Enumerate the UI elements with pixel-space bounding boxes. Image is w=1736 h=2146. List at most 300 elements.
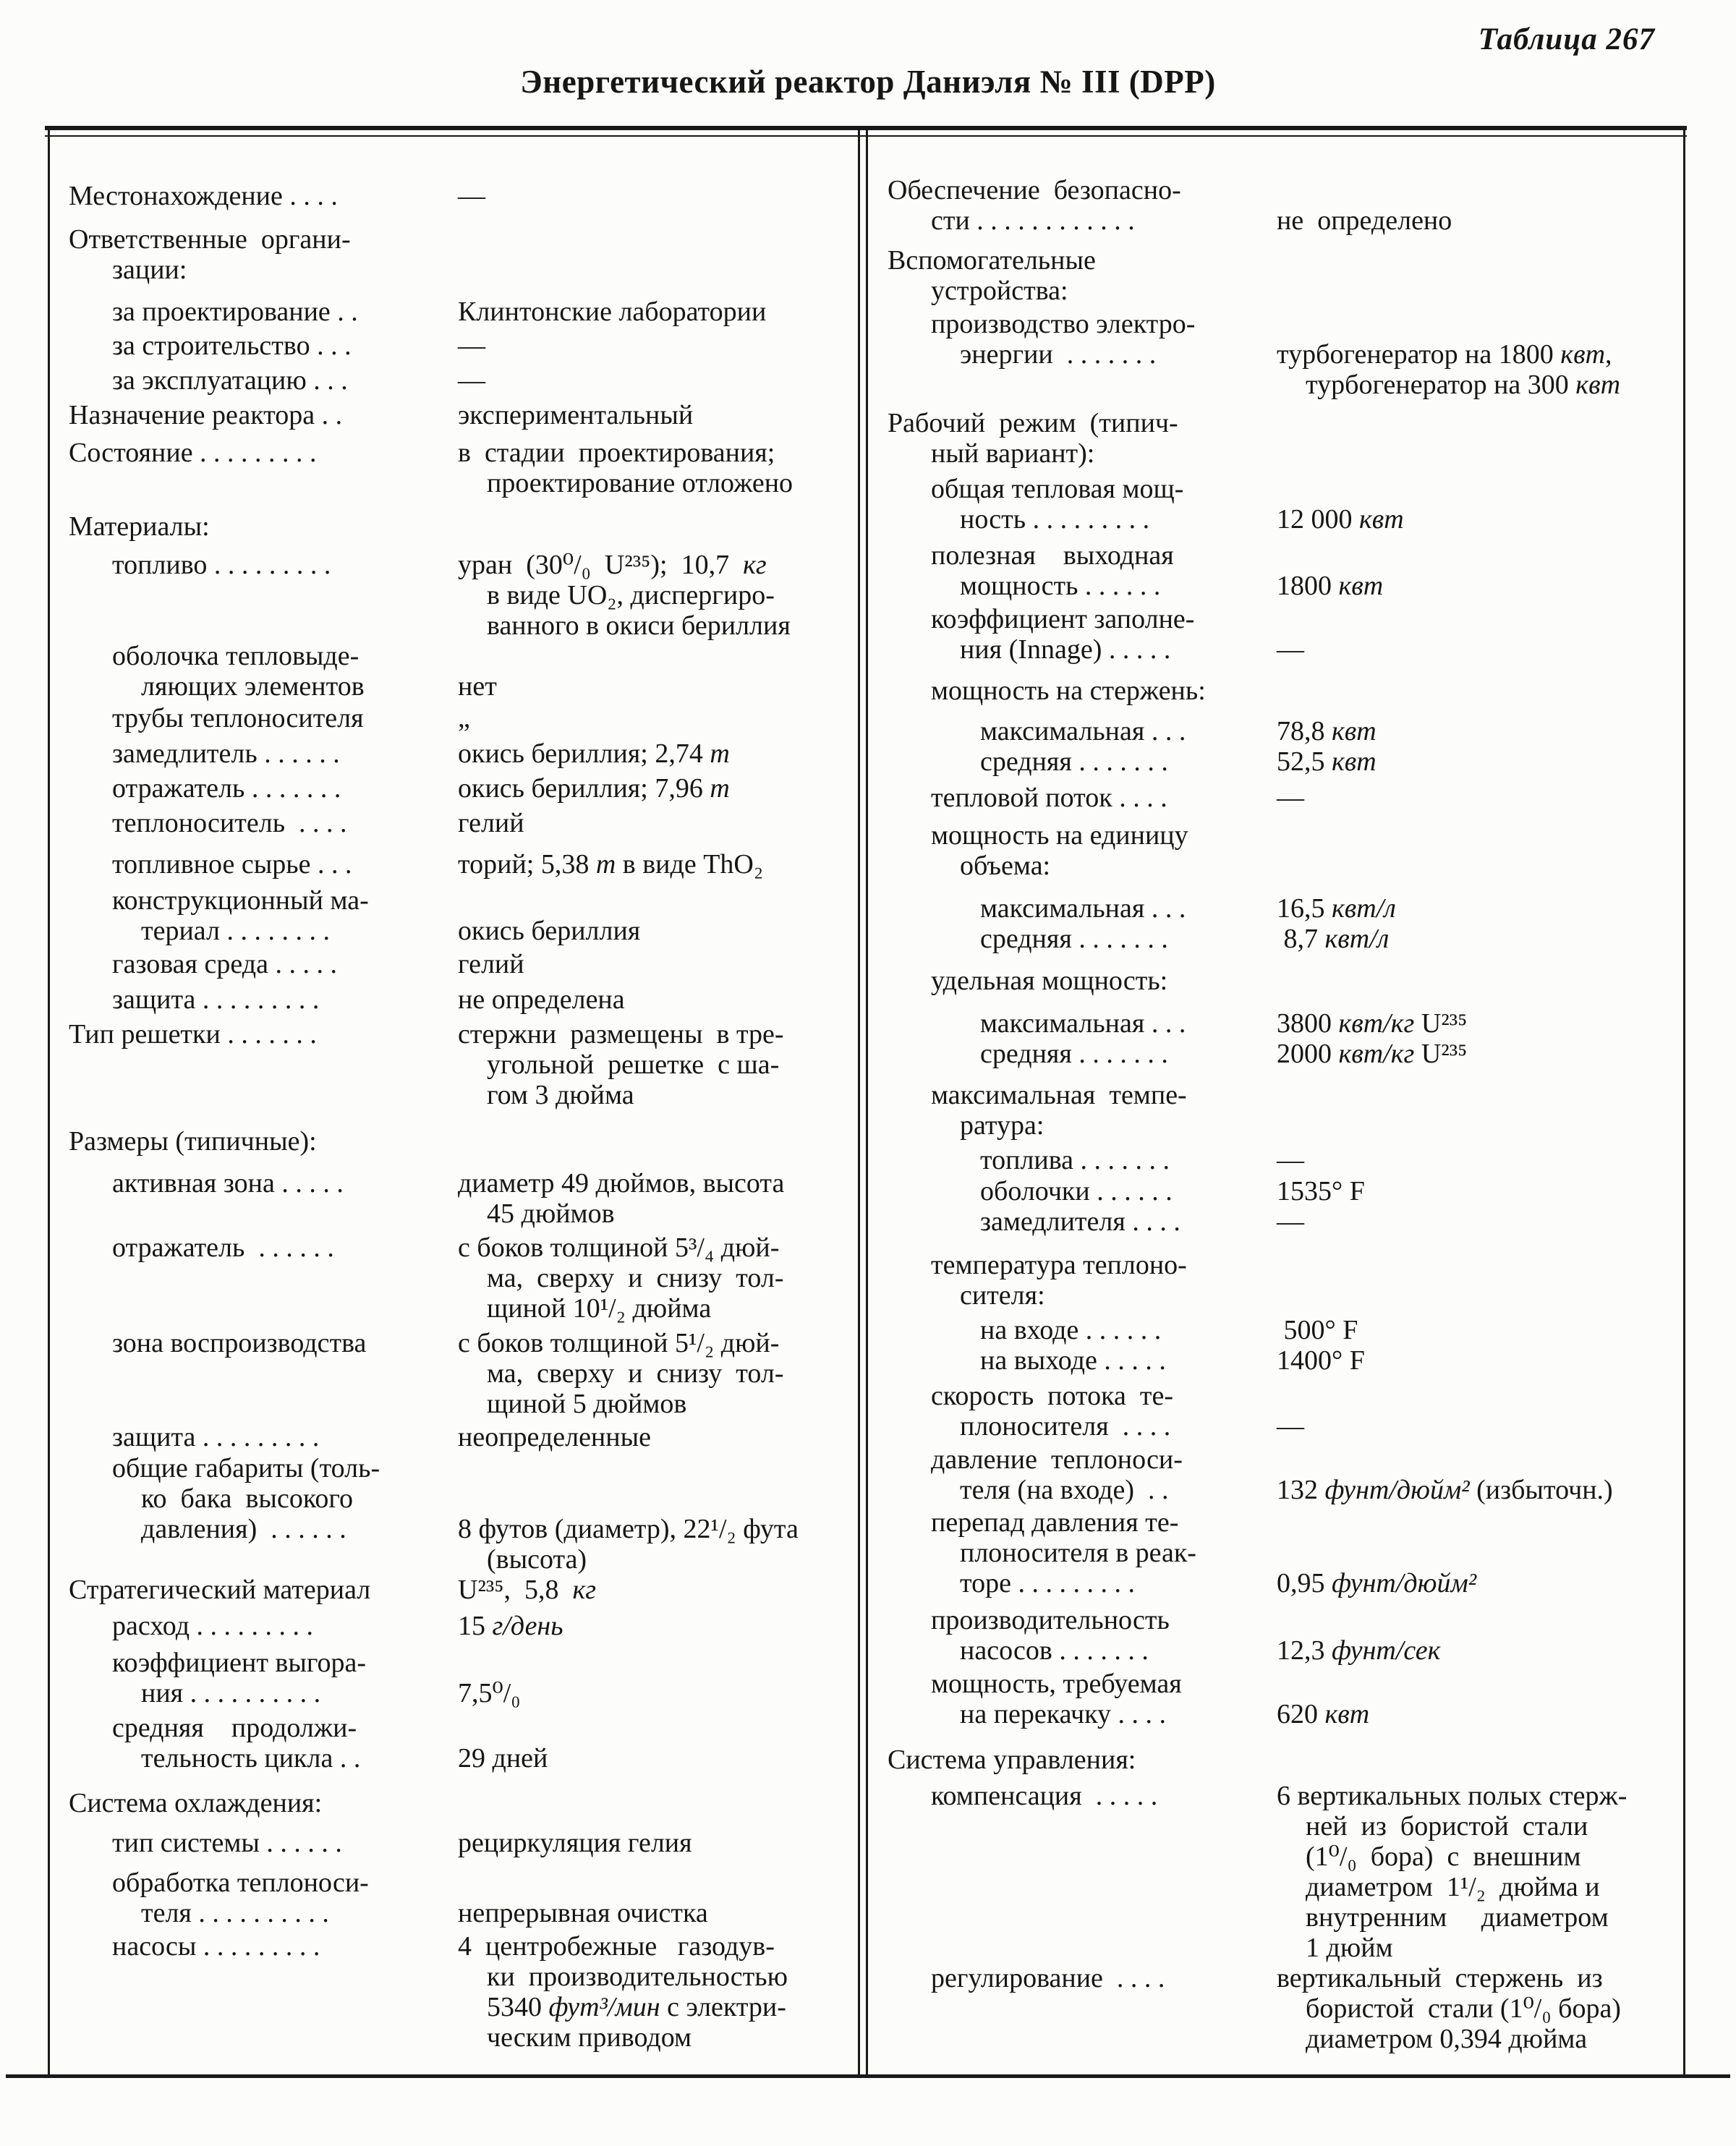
table-row [888, 1669, 1675, 1729]
row-value [458, 331, 844, 361]
table-border-bottom [6, 2074, 1730, 2078]
row-label-line: газовая среда . . . . . [112, 949, 337, 979]
table-row [69, 1453, 844, 1575]
row-value-line: гом 3 дюйма [487, 1080, 634, 1110]
table-row [69, 1788, 844, 1818]
table-border-right [1683, 126, 1685, 2076]
table-row [888, 716, 1675, 746]
table-row [69, 849, 844, 880]
row-label [888, 924, 1277, 954]
row-value [458, 1575, 844, 1605]
row-value-line: 1800 квт [1277, 571, 1384, 601]
row-label-line: теля . . . . . . . . . . [141, 1898, 329, 1928]
table-row [69, 885, 844, 946]
table-row [888, 820, 1675, 881]
table-row [69, 808, 844, 838]
row-label [888, 245, 1277, 306]
table-row [888, 309, 1675, 400]
row-label-line: за строительство . . . [112, 331, 352, 361]
table-row [888, 1781, 1675, 1963]
row-label [888, 1080, 1277, 1141]
row-label-line: коэффициент выгора- [112, 1648, 367, 1678]
row-value-line: окись бериллия; 7,96 т [458, 773, 730, 804]
row-value-line: — [458, 365, 485, 396]
row-label-line: ния (Innage) . . . . . [960, 634, 1171, 665]
row-label-line: давление теплоноси- [931, 1444, 1183, 1475]
row-label [69, 181, 458, 211]
table-row [888, 245, 1675, 306]
table-row [69, 1611, 844, 1641]
row-label-line: замедлитель . . . . . . [112, 738, 340, 769]
table-row [69, 1126, 844, 1157]
row-value-line: 4 центробежные газодув- [458, 1931, 775, 1962]
row-value-line: нет [458, 671, 497, 702]
row-label-line: Местонахождение . . . . [69, 181, 338, 211]
table-row [69, 1713, 844, 1774]
row-label-line: максимальная . . . [980, 716, 1186, 746]
table-row [888, 1444, 1675, 1505]
row-label [69, 438, 458, 468]
row-value [458, 849, 844, 880]
row-value [1277, 1345, 1675, 1376]
row-label-line: средняя . . . . . . . [980, 924, 1168, 954]
row-value-line: угольной решетке с ша- [487, 1049, 780, 1080]
page-title: Энергетический реактор Даниэля № III (DPP) [520, 64, 1216, 100]
row-value [1277, 1315, 1675, 1345]
row-value-line: ванного в окиси бериллия [487, 610, 791, 641]
row-label-line: коэффициент заполне- [931, 604, 1195, 634]
row-label [888, 1145, 1277, 1175]
row-label [69, 949, 458, 979]
row-label [888, 474, 1277, 535]
table-row [69, 365, 844, 396]
row-label [69, 511, 458, 542]
row-label-line: мощность, требуемая [931, 1669, 1182, 1699]
row-value-line: экспериментальный [458, 400, 694, 430]
row-label-line: производительность [931, 1605, 1170, 1635]
row-label [69, 1422, 458, 1452]
row-value [1277, 1008, 1675, 1039]
row-label-line: Материалы: [69, 511, 210, 542]
row-label [888, 1963, 1277, 1993]
row-label-line: Вспомогательные [888, 245, 1096, 276]
row-value-line: 5340 фут³/мин с электри- [487, 1992, 786, 2022]
row-value [458, 1868, 844, 1928]
row-label-line: средняя . . . . . . . [980, 1039, 1168, 1069]
row-label [888, 309, 1277, 370]
row-value-line: 52,5 квт [1277, 746, 1377, 777]
row-label [69, 1168, 458, 1198]
row-label [69, 849, 458, 880]
table-row [69, 1931, 844, 2053]
row-value [458, 1328, 844, 1419]
table-row [888, 966, 1675, 996]
row-value-line: 620 квт [1277, 1699, 1370, 1729]
row-label-line: оболочка тепловыде- [112, 641, 359, 671]
row-label-line: Состояние . . . . . . . . . [69, 438, 317, 468]
row-value-line: ма, сверху и снизу тол- [487, 1263, 784, 1293]
row-value [458, 365, 844, 396]
row-value-line: 6 вертикальных полых стерж- [1277, 1781, 1628, 1811]
row-label-line: Система охлаждения: [69, 1788, 323, 1818]
row-value-line: вертикальный стержень из [1277, 1963, 1603, 1993]
row-value-line: диаметром 0,394 дюйма [1306, 2024, 1588, 2054]
row-label [888, 1381, 1277, 1442]
row-label [69, 738, 458, 769]
table-row [69, 297, 844, 327]
row-label [69, 703, 458, 733]
row-value-line: окись бериллия [458, 916, 641, 946]
row-value-line: 132 фунт/дюйм² (избыточн.) [1277, 1475, 1613, 1505]
table-row [69, 1232, 844, 1324]
row-label-line: на входе . . . . . . [980, 1315, 1162, 1345]
row-value [1277, 540, 1675, 601]
row-label-line: удельная мощность: [931, 966, 1168, 996]
row-label-line: мощность на единицу [931, 820, 1188, 851]
row-label-line: средняя . . . . . . . [980, 746, 1168, 777]
row-label [888, 1669, 1277, 1729]
row-value-line: — [458, 331, 485, 361]
row-value-line: диаметр 49 дюймов, высота [458, 1168, 785, 1198]
row-label-line: обработка теплоноси- [112, 1868, 369, 1898]
row-label-line: ния . . . . . . . . . . [141, 1678, 321, 1708]
row-value [458, 808, 844, 838]
row-value [1277, 1039, 1675, 1069]
row-value [1277, 716, 1675, 746]
row-value-line: окись бериллия; 2,74 т [458, 738, 730, 769]
row-value [458, 297, 844, 327]
row-label-line: теля (на входе) . . [960, 1475, 1169, 1505]
row-value-line: 500° F [1277, 1315, 1358, 1345]
row-value [458, 400, 844, 430]
row-value-line: бористой стали (1⁰/₀ бора) [1306, 1993, 1621, 2024]
table-row [69, 1168, 844, 1229]
row-value [1277, 474, 1675, 535]
row-label [888, 676, 1277, 706]
table-row [888, 1745, 1675, 1775]
table-row [888, 1176, 1675, 1206]
row-label-line: Стратегический материал [69, 1575, 371, 1605]
row-value-line: неопределенные [458, 1422, 652, 1452]
row-value [458, 984, 844, 1015]
row-value [1277, 1444, 1675, 1505]
row-label-line: тепловой поток . . . . [931, 783, 1167, 813]
row-value-line: — [458, 181, 485, 211]
table-column-right [888, 175, 1675, 2054]
row-value [1277, 746, 1675, 777]
row-label-line: топлива . . . . . . . [980, 1145, 1170, 1175]
row-label-line: максимальная . . . [980, 1008, 1186, 1039]
row-label [69, 1788, 458, 1818]
row-value [1277, 1507, 1675, 1598]
row-value [458, 438, 844, 498]
row-label-line: зации: [112, 255, 187, 285]
row-label-line: сти . . . . . . . . . . . . [931, 205, 1135, 236]
row-label-line: сителя: [960, 1280, 1045, 1311]
row-value [1277, 1781, 1675, 1963]
row-label [888, 1315, 1277, 1345]
table-number-label: Таблица 267 [1478, 22, 1655, 56]
row-label-line: насосы . . . . . . . . . [112, 1931, 320, 1962]
row-value-line: 7,5⁰/₀ [458, 1678, 521, 1708]
row-label-line: температура теплоно- [931, 1250, 1187, 1280]
row-label [888, 966, 1277, 996]
row-value-line: 16,5 квт/л [1277, 893, 1396, 924]
row-label [888, 716, 1277, 746]
row-label [69, 1868, 458, 1928]
row-label [69, 808, 458, 838]
row-value-line: ки производительностью [487, 1962, 788, 1992]
row-label-line: мощность . . . . . . [960, 571, 1161, 601]
row-label-line: регулирование . . . . [931, 1963, 1165, 1993]
row-label [69, 1019, 458, 1049]
row-label [69, 984, 458, 1015]
row-label-line: торе . . . . . . . . . [960, 1568, 1135, 1598]
row-label-line: ратура: [960, 1110, 1044, 1141]
row-value-line: турбогенератор на 300 квт [1306, 370, 1621, 400]
row-label [888, 1008, 1277, 1039]
row-value-line: ческим приводом [487, 2022, 692, 2053]
row-label-line: териал . . . . . . . . [141, 916, 330, 946]
row-label-line: топливо . . . . . . . . . [112, 550, 331, 580]
table-row [69, 224, 844, 285]
row-label-line: энергии . . . . . . . [960, 339, 1157, 370]
row-value-line: 12,3 фунт/сек [1277, 1635, 1441, 1666]
row-value-line: гелий [458, 949, 524, 979]
table-row [69, 438, 844, 498]
row-label [888, 1345, 1277, 1376]
row-value [458, 1648, 844, 1708]
row-label [69, 297, 458, 327]
row-value-line: ней из бористой стали [1306, 1811, 1588, 1841]
row-label-line: конструкционный ма- [112, 885, 369, 916]
table-row [888, 1315, 1675, 1345]
table-row [69, 181, 844, 211]
row-value-line: с боков толщиной 5¹/₂ дюй- [458, 1328, 780, 1358]
row-value-line: 15 г/день [458, 1611, 563, 1641]
row-value [458, 1232, 844, 1324]
table-row [69, 550, 844, 641]
table-row [69, 331, 844, 361]
row-label-line: скорость потока те- [931, 1381, 1173, 1411]
row-value [458, 1611, 844, 1641]
row-label-line: компенсация . . . . . [931, 1781, 1158, 1811]
row-label-line: Размеры (типичные): [69, 1126, 317, 1157]
row-label-line: мощность на стержень: [931, 676, 1206, 706]
row-value-line: 12 000 квт [1277, 504, 1404, 535]
row-value [1277, 1669, 1675, 1729]
row-label [69, 885, 458, 946]
table-row [69, 1575, 844, 1605]
row-label-line: полезная выходная [931, 540, 1174, 571]
row-label [69, 1453, 458, 1544]
row-label-line: отражатель . . . . . . [112, 1232, 334, 1263]
row-value [458, 1828, 844, 1858]
row-value-line: щиной 5 дюймов [487, 1389, 687, 1419]
row-label [888, 1745, 1277, 1775]
row-value-line: 8,7 квт/л [1277, 924, 1390, 954]
table-row [69, 1019, 844, 1110]
table-row [888, 1008, 1675, 1039]
table-row [69, 703, 844, 733]
table-row [888, 1507, 1675, 1598]
row-label-line: плоносителя в реак- [960, 1538, 1196, 1568]
table-row [69, 984, 844, 1015]
row-label-line: давления) . . . . . . [141, 1514, 346, 1544]
table-row [69, 738, 844, 769]
row-label [888, 1781, 1277, 1811]
row-value-line: с боков толщиной 5³/₄ дюй- [458, 1232, 780, 1263]
row-label [69, 400, 458, 430]
table-row [69, 773, 844, 804]
row-label-line: насосов . . . . . . . [960, 1635, 1149, 1666]
row-label-line: ность . . . . . . . . . [960, 504, 1150, 535]
row-value [1277, 604, 1675, 665]
row-value-line: 0,95 фунт/дюйм² [1277, 1568, 1477, 1598]
row-label-line: за эксплуатацию . . . [112, 365, 348, 396]
row-label-line: активная зона . . . . . [112, 1168, 344, 1198]
row-value-line: в стадии проектирования; [458, 438, 775, 468]
row-label-line: теплоноситель . . . . [112, 808, 347, 838]
row-label [888, 1039, 1277, 1069]
row-value [458, 1168, 844, 1229]
row-value-line: 1 дюйм [1306, 1933, 1393, 1963]
row-value-line: турбогенератор на 1800 квт, [1277, 339, 1612, 370]
row-value [1277, 1381, 1675, 1442]
row-value [1277, 924, 1675, 954]
table-row [69, 1328, 844, 1419]
table-row [888, 893, 1675, 924]
row-label [888, 540, 1277, 601]
table-row [888, 1605, 1675, 1666]
row-value-line: — [1277, 634, 1304, 665]
row-label [69, 331, 458, 361]
row-value-line: 2000 квт/кг U²³⁵ [1277, 1039, 1468, 1069]
row-label [69, 1713, 458, 1774]
row-value [458, 885, 844, 946]
row-label-line: отражатель . . . . . . . [112, 773, 341, 804]
table-row [69, 511, 844, 542]
row-value-line: „ [458, 703, 470, 733]
row-value-line: 1400° F [1277, 1345, 1365, 1376]
table-row [69, 1648, 844, 1708]
row-label-line: защита . . . . . . . . . [112, 1422, 320, 1452]
table-divider-line-2 [866, 126, 868, 2076]
row-label-line: зона воспроизводства [112, 1328, 367, 1358]
table-row [888, 1145, 1675, 1175]
row-value-line: непрерывная очистка [458, 1898, 708, 1928]
row-value-line: 78,8 квт [1277, 716, 1377, 746]
table-row [888, 1206, 1675, 1237]
row-value-line: — [1277, 1145, 1304, 1175]
row-label [69, 224, 458, 285]
row-value-line: U²³⁵, 5,8 кг [458, 1575, 597, 1605]
row-value-line: рециркуляция гелия [458, 1828, 692, 1858]
row-value [1277, 1963, 1675, 2054]
row-label-line: максимальная . . . [980, 893, 1186, 924]
row-label [888, 893, 1277, 924]
row-label [69, 1575, 458, 1605]
row-label-line: максимальная темпе- [931, 1080, 1187, 1110]
row-value [458, 773, 844, 804]
table-row [69, 949, 844, 979]
row-value-line: 3800 квт/кг U²³⁵ [1277, 1008, 1468, 1039]
row-label-line: ный вариант): [931, 438, 1095, 469]
row-label-line: тельность цикла . . [141, 1743, 361, 1774]
row-label-line: Назначение реактора . . [69, 400, 343, 430]
table-row [888, 408, 1675, 469]
row-value-line: диаметром 1¹/₂ дюйма и [1306, 1872, 1600, 1902]
row-value-line: — [1277, 1206, 1304, 1237]
row-value-line: щиной 10¹/₂ дюйма [487, 1293, 712, 1324]
row-label-line: оболочки . . . . . . [980, 1176, 1173, 1206]
table-row [888, 924, 1675, 954]
row-label-line: устройства: [931, 276, 1068, 306]
row-value-line: в виде UO₂, диспергиро- [487, 580, 775, 610]
row-label [69, 1828, 458, 1858]
row-label [69, 1126, 458, 1157]
row-value [1277, 1176, 1675, 1206]
row-value [458, 703, 844, 733]
row-label-line: ко бака высокого [141, 1483, 353, 1514]
table-border-left [48, 126, 50, 2076]
row-value [458, 738, 844, 769]
row-label-line: за проектирование . . [112, 297, 358, 327]
row-label [69, 1931, 458, 1962]
table-row [69, 1422, 844, 1452]
row-label-line: Ответственные органи- [69, 224, 351, 255]
table-row [888, 1080, 1675, 1141]
row-value-line: (1⁰/₀ бора) с внешним [1306, 1841, 1581, 1872]
table-row [888, 604, 1675, 665]
row-value-line: — [1277, 1411, 1304, 1442]
table-column-left [69, 181, 844, 2053]
row-label [69, 641, 458, 702]
row-label-line: общие габариты (толь- [112, 1453, 380, 1483]
row-label-line: плоносителя . . . . [960, 1411, 1171, 1442]
table-row [888, 1345, 1675, 1376]
row-value [458, 181, 844, 211]
row-value-line: — [1277, 783, 1304, 813]
table-row [888, 1250, 1675, 1311]
row-value [1277, 783, 1675, 813]
row-label [888, 1605, 1277, 1666]
table-row [888, 540, 1675, 601]
table-divider-line-1 [858, 126, 860, 2076]
row-value [1277, 1145, 1675, 1175]
row-value-line: внутренним диаметром [1306, 1902, 1609, 1933]
row-label-line: Обеспечение безопасно- [888, 175, 1181, 205]
row-label [888, 1507, 1277, 1598]
table-row [69, 1868, 844, 1928]
table-row [888, 175, 1675, 236]
table-row [888, 783, 1675, 813]
row-label [69, 1232, 458, 1263]
table-row [888, 1381, 1675, 1442]
row-label [888, 820, 1277, 881]
row-value-line: гелий [458, 808, 524, 838]
row-value [1277, 1206, 1675, 1237]
row-label-line: ляющих элементов [141, 671, 365, 702]
table-row [69, 1828, 844, 1858]
row-label-line: на перекачку . . . . [960, 1699, 1167, 1729]
table-row [888, 1963, 1675, 2054]
row-label [888, 1176, 1277, 1206]
row-label [888, 175, 1277, 236]
row-label-line: трубы теплоносителя [112, 703, 364, 733]
row-label [69, 1611, 458, 1641]
table-row [69, 641, 844, 702]
